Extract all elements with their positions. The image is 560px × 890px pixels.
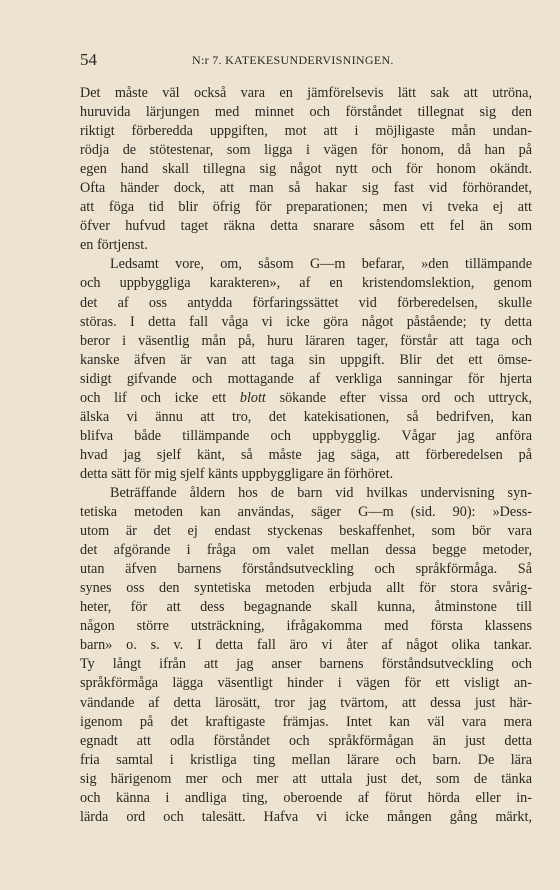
text-line: huruvida lärjungen med minnet och förståndet tillegnat sig den — [80, 104, 532, 121]
text-line: vändande af detta lärosätt, tror jag tvärtom, att dessa just här- — [80, 694, 532, 711]
text-line: någon större utsträckning, ifrågakomma med första klassens — [80, 618, 532, 635]
text-segment: och lif och icke ett — [80, 389, 240, 406]
text-line: Det måste väl också vara en jämförelsevis lätt sak att utröna, — [80, 85, 532, 101]
text-line: beror i väsentlig mån på, huru läraren tager, förstår att taga och — [80, 332, 532, 349]
text-line: Ofta händer dock, att man så hakar sig fast vid förhörandet, — [80, 180, 532, 197]
text-line: kanske äfven är van att taga sin uppgift. Blir det ett ömse- — [80, 351, 532, 368]
text-line: detta sätt för mig sjelf känts uppbyggligare än förhöret. — [80, 465, 394, 482]
text-line: blifva både tillämpande och uppbygglig. Vågar jag anföra — [80, 427, 532, 444]
text-line: språkförmåga lägga väsentligt hinder i vägen för ett visligt an- — [80, 675, 532, 692]
body-text — [80, 84, 532, 827]
paragraph-start-line: Beträffande åldern hos de barn vid hvilkas undervisning syn- — [110, 484, 532, 501]
paragraph-start-line: Ledsamt vore, om, såsom G—m befarar, »den tillämpande — [110, 256, 532, 273]
text-line: utom är det ej endast styckenas beskaffenhet, som bör vara — [80, 523, 532, 540]
emphasized-word: blott — [239, 389, 266, 406]
page-number: 54 — [80, 50, 97, 69]
text-line: egnadt att odla förståndet och språkförmågan än just detta — [80, 732, 532, 749]
text-line: det af oss antydda förfaringssättet vid förberedelsen, skulle — [80, 294, 532, 311]
text-line: heter, för att dess begagnande skall kunna, åtminstone till — [80, 599, 532, 616]
text-line: älska vi ännu att tro, det katekisationen, så bedrifven, kan — [80, 408, 532, 425]
text-line: egen hand skall tillegna sig något nytt och för honom okändt. — [80, 161, 532, 178]
text-line: störas. I detta fall våga vi icke göra något påstående; ty detta — [80, 313, 532, 330]
text-line: igenom på det kraftigaste främjas. Intet kan väl vara mera — [80, 713, 532, 730]
text-line: utan äfven barnens förståndsutveckling och språkförmåga. Så — [80, 561, 532, 578]
text-line: rödja de stötestenar, som ligga i vägen för honom, då han på — [80, 142, 532, 159]
text-line: barn» o. s. v. I detta fall äro vi åter af något olika tankar. — [80, 637, 532, 654]
text-line: riktigt förberedda uppgiften, mot att i möjligaste mån undan- — [80, 123, 532, 140]
text-line-with-emphasis — [80, 389, 532, 408]
text-line: fria samtal i kristliga ting mellan lärare och barn. De lära — [80, 751, 532, 768]
text-line: att föga tid blir öfrig för preparationen; men vi tveka ej att — [80, 199, 532, 216]
text-line: sig härigenom mer och mer att uttala just det, som de tänka — [80, 770, 532, 787]
running-head — [80, 50, 532, 70]
text-line: en förtjenst. — [80, 237, 148, 254]
text-line: hvad jag sjelf känt, så måste jag säga, att förberedelsen på — [80, 446, 532, 463]
text-line: öfver hufvud taget räkna detta snarare såsom ett fel än som — [80, 218, 532, 235]
text-line: tetiska metoden kan användas, säger G—m (sid. 90): »Dess- — [80, 504, 532, 521]
text-line: synes oss den syntetiska metoden erbjuda allt för stora svårig- — [80, 580, 532, 597]
text-line: Ty långt ifrån att jag anser barnens förståndsutveckling och — [80, 656, 532, 673]
text-line: lärda ord och talesätt. Hafva vi icke mången gång märkt, — [80, 808, 532, 825]
running-title: N:r 7. KATEKESUNDERVISNINGEN. — [192, 53, 394, 67]
text-segment: sökande efter vissa ord och uttryck, — [265, 389, 533, 406]
text-line: sidigt gifvande och mottagande af verkliga sanningar för hjerta — [80, 370, 532, 387]
text-line: och uppbyggliga karakteren», af en kristendomslektion, genom — [80, 275, 532, 292]
text-line: och känna i andliga ting, oberoende af förut hörda eller in- — [80, 789, 532, 806]
text-line: det afgörande i fråga om valet mellan dessa begge metoder, — [80, 542, 532, 559]
